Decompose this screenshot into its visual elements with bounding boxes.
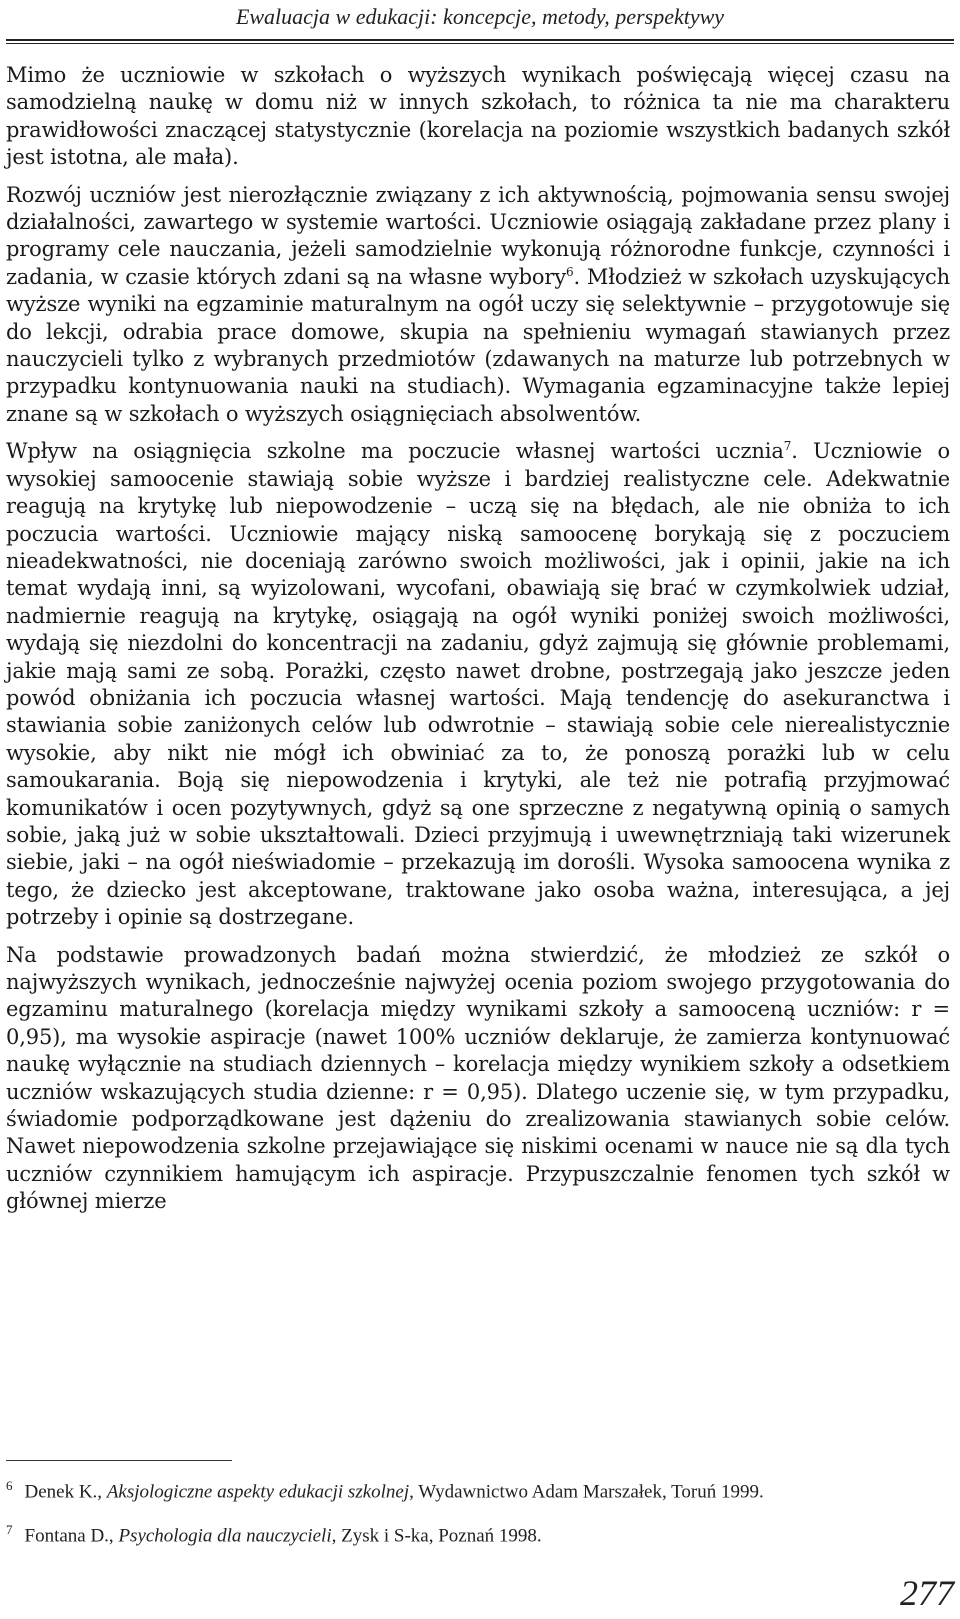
paragraph-3 <box>6 438 950 931</box>
body-text <box>6 62 950 1226</box>
footnotes <box>6 1474 950 1563</box>
footnote-ref-6[interactable]: 6 <box>566 264 574 279</box>
page-number: 277 <box>900 1573 954 1613</box>
running-header: Ewaluacja w edukacji: koncepcje, metody, perspektywy <box>235 4 725 29</box>
paragraph-2-part-b: . Młodzież w szkołach uzyskujących wyższe wyniki na egzaminie maturalnym na ogół uczy się selektywnie – przygotowuje się do lekcji, odrabia prace domowe, skupia na spełnieniu wymagań stawianych przez nauczycieli tylko z wybranych przedmiotów (zdawanych na maturze lub potrzebnych w przypadku kontynuowania nauki na studiach). Wymagania egzaminacyjne także lepiej znane są w szkołach o wyższych osiągnięciach absolwentów. <box>6 264 950 426</box>
paragraph-3-part-a: Wpływ na osiągnięcia szkolne ma poczucie własnej wartości ucznia <box>6 439 784 464</box>
footnote-publisher: , Zysk i S-ka, Poznań 1998. <box>331 1525 542 1547</box>
footnote-6 <box>6 1474 950 1504</box>
footnote-author: Fontana D., <box>24 1525 119 1547</box>
footnote-7 <box>6 1518 950 1548</box>
footnote-publisher: , Wydawnictwo Adam Marszałek, Toruń 1999. <box>409 1481 764 1503</box>
footnote-number: 7 <box>6 1522 13 1538</box>
paragraph-1: Mimo że uczniowie w szkołach o wyższych wynikach poświęcają więcej czasu na samodzielną naukę w domu niż w innych szkołach, to różnica ta nie ma charakteru prawidłowości znaczącej statystycznie (korelacja na poziomie wszystkich badanych szkół jest istotna, ale mała). <box>6 63 950 170</box>
paragraph-2 <box>6 182 950 429</box>
paragraph-3-part-b: . Uczniowie o wysokiej samoocenie stawiają sobie wyższe i bardziej realistyczne cele. Adekwatnie reagują na krytykę lub niepowodzenie – uczą się na błędach, ale nie obniża to ich poczucia wartości. Uczniowie mający niską samoocenę borykają się z poczuciem nieadekwatności, nie doceniają zarówno swoich możliwości, jak i opinii, jakie na ich temat wydają inni, są wyizolowani, wycofani, obawiają się brać w czymkolwiek udział, nadmiernie reagują na krytykę, osiągają na ogół wyniki poniżej swoich możliwości, wydają się niezdolni do koncentracji na zadaniu, gdyż zajmują się głównie problemami, jakie mają sami ze sobą. Porażki, często nawet drobne, postrzegają jako jeszcze jeden powód obniżania ich poczucia własnej wartości. Mają tendencję do asekuranctwa i stawiania sobie zaniżonych celów lub odwrotnie – stawiają sobie cele nierealistycznie wysokie, aby nikt nie mógł ich obwiniać za to, że ponoszą porażki lub w celu samoukarania. Boją się niepowodzenia i krytyki, ale też nie potrafią przyjmować komunikatów i ocen pozytywnych, gdyż są one sprzeczne z negatywną opinią o samych sobie, jaką już w sobie ukształtowali. Dzieci przyjmują i uwewnętrzniają taki wizerunek siebie, jaki – na ogół nieświadomie – przekazują im dorośli. Wysoka samoocena wynika z tego, że dziecko jest akceptowane, traktowane jako osoba ważna, interesująca, a jej potrzeby i opinie są dostrzegane. <box>6 439 951 930</box>
paragraph-4: Na podstawie prowadzonych badań można stwierdzić, że młodzież ze szkół o najwyższych wynikach, jednocześnie najwyżej ocenia poziom swojego przygotowania do egzaminu maturalnego (korelacja między wynikami szkoły a samooceną uczniów: r = 0,95), ma wysokie aspiracje (nawet 100% uczniów deklaruje, że zamierza kontynuować naukę wyłącznie na studiach dziennych – korelacja między wynikiem szkoły a odsetkiem uczniów wskazujących studia dzienne: r = 0,95). Dlatego uczenie się, w tym przypadku, świadomie podporządkowane jest dążeniu do zrealizowania stawianych sobie celów. Nawet niepowodzenia szkolne przejawiające się niskimi ocenami w nauce nie są dla tych uczniów czynnikiem hamującym ich aspiracje. Przypuszczalnie fenomen tych szkół w głównej mierze <box>6 942 950 1214</box>
footnote-separator <box>6 1460 232 1461</box>
paragraph-2-part-a: Rozwój uczniów jest nierozłącznie związany z ich aktywnością, pojmowania sensu swojej działalności, zawartego w systemie wartości. Uczniowie osiągają zakładane przez plany i programy cele nauczania, jeżeli samodzielnie wykonują różnorodne funkcje, czynności i zadania, w czasie których zdani są na własne wybory <box>6 182 950 289</box>
footnote-number: 6 <box>6 1478 13 1493</box>
footnote-ref-7[interactable]: 7 <box>783 439 792 454</box>
footnote-title: Psychologia dla nauczycieli <box>118 1525 332 1547</box>
footnote-title: Aksjologiczne aspekty edukacji szkolnej <box>106 1481 410 1503</box>
footnote-author: Denek K., <box>24 1481 107 1503</box>
